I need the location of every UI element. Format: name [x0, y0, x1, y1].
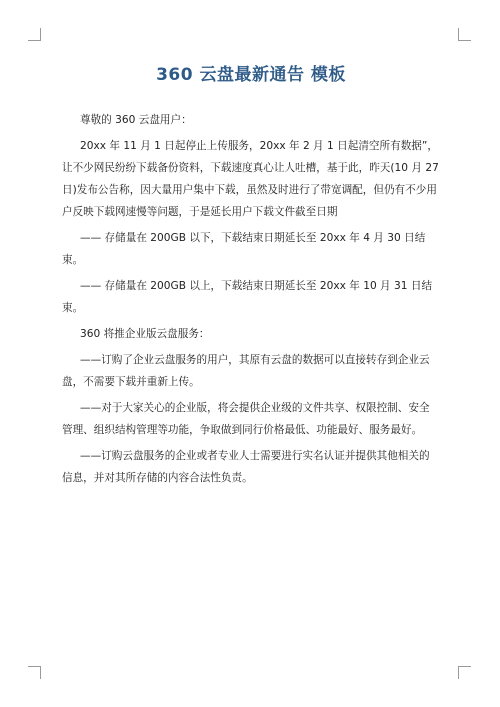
- paragraph-below-200gb: —— 存储量在 200GB 以下，下载结束日期延长至 20xx 年 4 月 30 日结束。: [62, 232, 426, 266]
- page-corner-mark-top-left: [28, 28, 41, 41]
- paragraph-above-200gb: —— 存储量在 200GB 以上，下载结束日期延长至 20xx 年 10 月 31 日结束。: [62, 280, 433, 314]
- page-corner-mark-bottom-right: [458, 666, 471, 679]
- page-corner-mark-top-right: [458, 28, 471, 41]
- paragraph-enterprise-transfer: ——订购了企业云盘服务的用户，其原有云盘的数据可以直接转存到企业云盘，不需要下载并重新上传。: [62, 354, 430, 388]
- paragraph-enterprise-heading: 360 将推企业版云盘服务：: [80, 328, 210, 340]
- paragraph-enterprise-features: ——对于大家关心的企业版，将会提供企业级的文件共享、权限控制、安全管理、组织结构管理等功能，争取做到同行价格最低、功能最好、服务最好。: [62, 402, 430, 436]
- salutation: 尊敬的 360 云盘用户：: [80, 114, 192, 126]
- paragraph-announcement: 20xx 年 11 月 1 日起停止上传服务，20xx 年 2 月 1 日起清空所有数据”，让不少网民纷纷下载备份资料，下载速度真心让人吐槽，基于此，昨天(10 月 27 日)发布公告称，因大量用户集中下载，虽然及时进行了带宽调配，但仍有不少用户反映下载网速慢等问题，于是延长用户下载文件截至日期: [62, 140, 439, 218]
- document-page: [62, 60, 440, 493]
- paragraph-real-name-auth: ——订购云盘服务的企业或者专业人士需要进行实名认证并提供其他相关的信息，并对其所存储的内容合法性负责。: [62, 450, 430, 484]
- document-title: 360 云盘最新通告 模板: [156, 65, 346, 85]
- page-corner-mark-bottom-left: [28, 666, 41, 679]
